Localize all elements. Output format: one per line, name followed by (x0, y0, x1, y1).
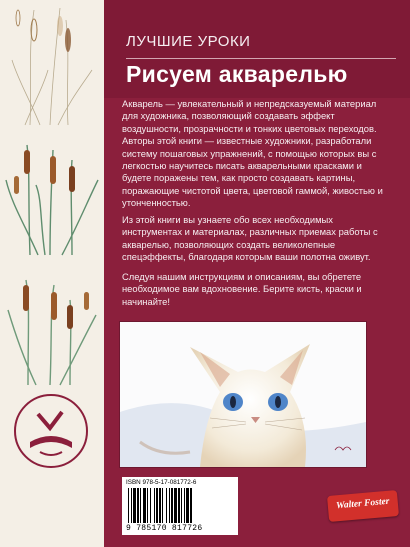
publisher-emblem (10, 390, 92, 472)
barcode-bars (128, 488, 232, 523)
isbn-barcode (122, 477, 238, 535)
isbn-text: ISBN 978-5-17-081772-6 (126, 479, 197, 486)
reed-illustration-panel (0, 0, 104, 547)
description-paragraph-3: Следуя нашим инструкциям и описаниям, вы обретете необходимое вам вдохновение. Берите кисть, краски и начинайте! (122, 271, 362, 307)
book-title: Рисуем акварелью (126, 61, 348, 87)
title-divider (126, 58, 396, 59)
publisher-logo-text: Walter Foster (335, 496, 390, 512)
barcode-number: 9 785170 817726 (126, 524, 203, 533)
cat-watercolor-painting (120, 322, 366, 467)
series-label: ЛУЧШИЕ УРОКИ (126, 33, 251, 50)
description-paragraph-2: Из этой книги вы узнаете обо всех необходимых инструментах и материалах, различных приемах работы с акварелью, позволяющих создать великолепные спецэффекты, благодаря которым ваши полотна оживут. (122, 214, 378, 263)
description-paragraph-1: Акварель — увлекательный и непредсказуемый материал для художника, позволяющий создавать эффект воздушности, прозрачности и тонких цветовых переходов. Авторы этой книги — известные художники, разработали систему пошаговых упражнений, с помощью которых вы с легкостью научитесь писать акварельными красками и будете поражены тем, как просто создавать картины, поражающие чистотой цвета, цветовой гаммой, живостью и утонченностью. (122, 98, 383, 209)
text-panel (104, 0, 410, 547)
walter-foster-logo (327, 490, 399, 522)
